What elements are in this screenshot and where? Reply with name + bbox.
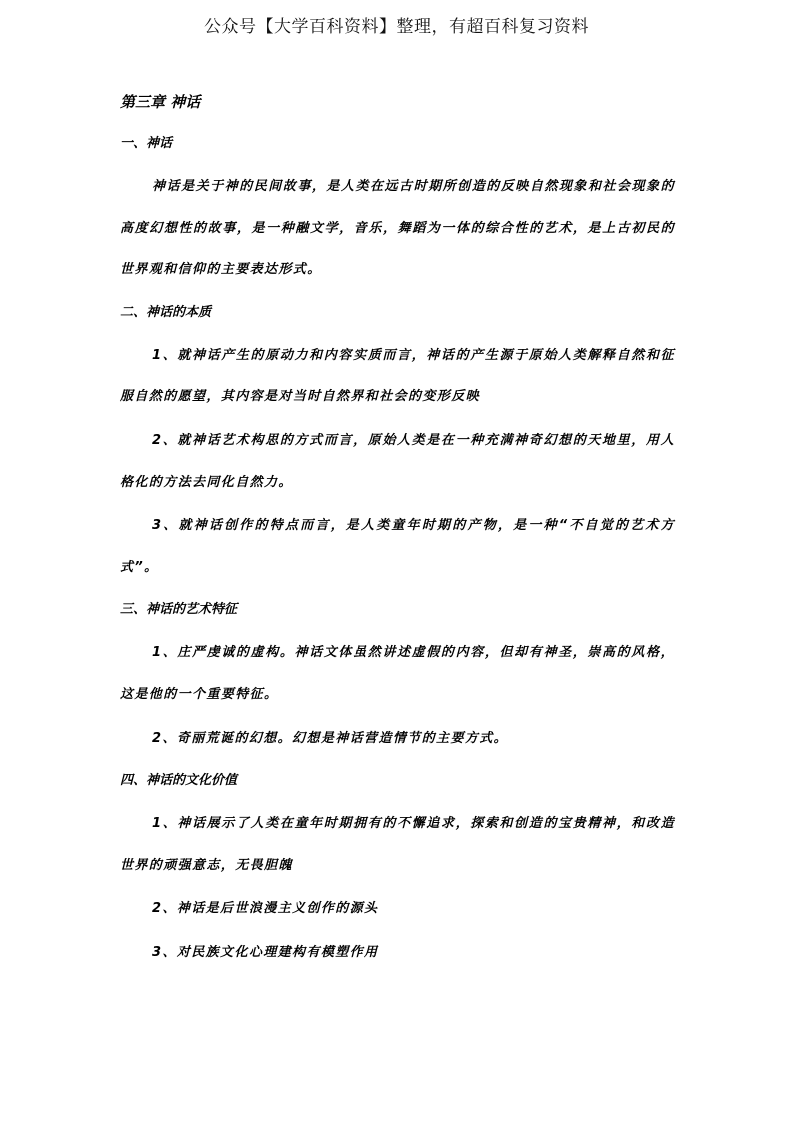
- section-3: [120, 599, 675, 759]
- section-heading: 二、神话的本质: [120, 304, 212, 320]
- document-body: [120, 91, 675, 985]
- paragraph: 1、神话展示了人类在童年时期拥有的不懈追求，探索和创造的宝贵精神，和改造世界的顽强意志，无畏胆魄: [120, 816, 675, 873]
- paragraph: 2、就神话艺术构思的方式而言，原始人类是在一种充满神奇幻想的天地里，用人格化的方法去同化自然力。: [120, 432, 675, 490]
- section-heading: 四、神话的文化价值: [120, 773, 238, 789]
- paragraph: 3、对民族文化心理建构有模塑作用: [152, 944, 379, 960]
- paragraph: 1、庄严虔诚的虚构。神话文体虽然讲述虚假的内容，但却有神圣，崇高的风格，这是他的一个重要特征。: [120, 645, 675, 702]
- section-1: [120, 133, 675, 291]
- section-heading: 一、神话: [120, 136, 173, 151]
- paragraph: 2、奇丽荒诞的幻想。幻想是神话营造情节的主要方式。: [152, 730, 509, 746]
- paragraph: 3、就神话创作的特点而言，是人类童年时期的产物，是一种“不自觉的艺术方式”。: [120, 518, 675, 575]
- paragraph: 神话是关于神的民间故事，是人类在远古时期所创造的反映自然现象和社会现象的高度幻想性的故事，是一种融文学，音乐，舞蹈为一体的综合性的艺术，是上古初民的世界观和信仰的主要表达形式。: [120, 179, 675, 278]
- paragraph: 1、就神话产生的原动力和内容实质而言，神话的产生源于原始人类解释自然和征服自然的愿望，其内容是对当时自然界和社会的变形反映: [120, 347, 675, 405]
- section-2: [120, 302, 675, 589]
- chapter-title: 第三章 神话: [120, 93, 201, 111]
- page-header: 公众号【大学百科资料】整理，有超百科复习资料: [204, 17, 589, 37]
- section-4: [120, 770, 675, 973]
- paragraph: 2、神话是后世浪漫主义创作的源头: [152, 901, 379, 917]
- section-heading: 三、神话的艺术特征: [120, 602, 238, 618]
